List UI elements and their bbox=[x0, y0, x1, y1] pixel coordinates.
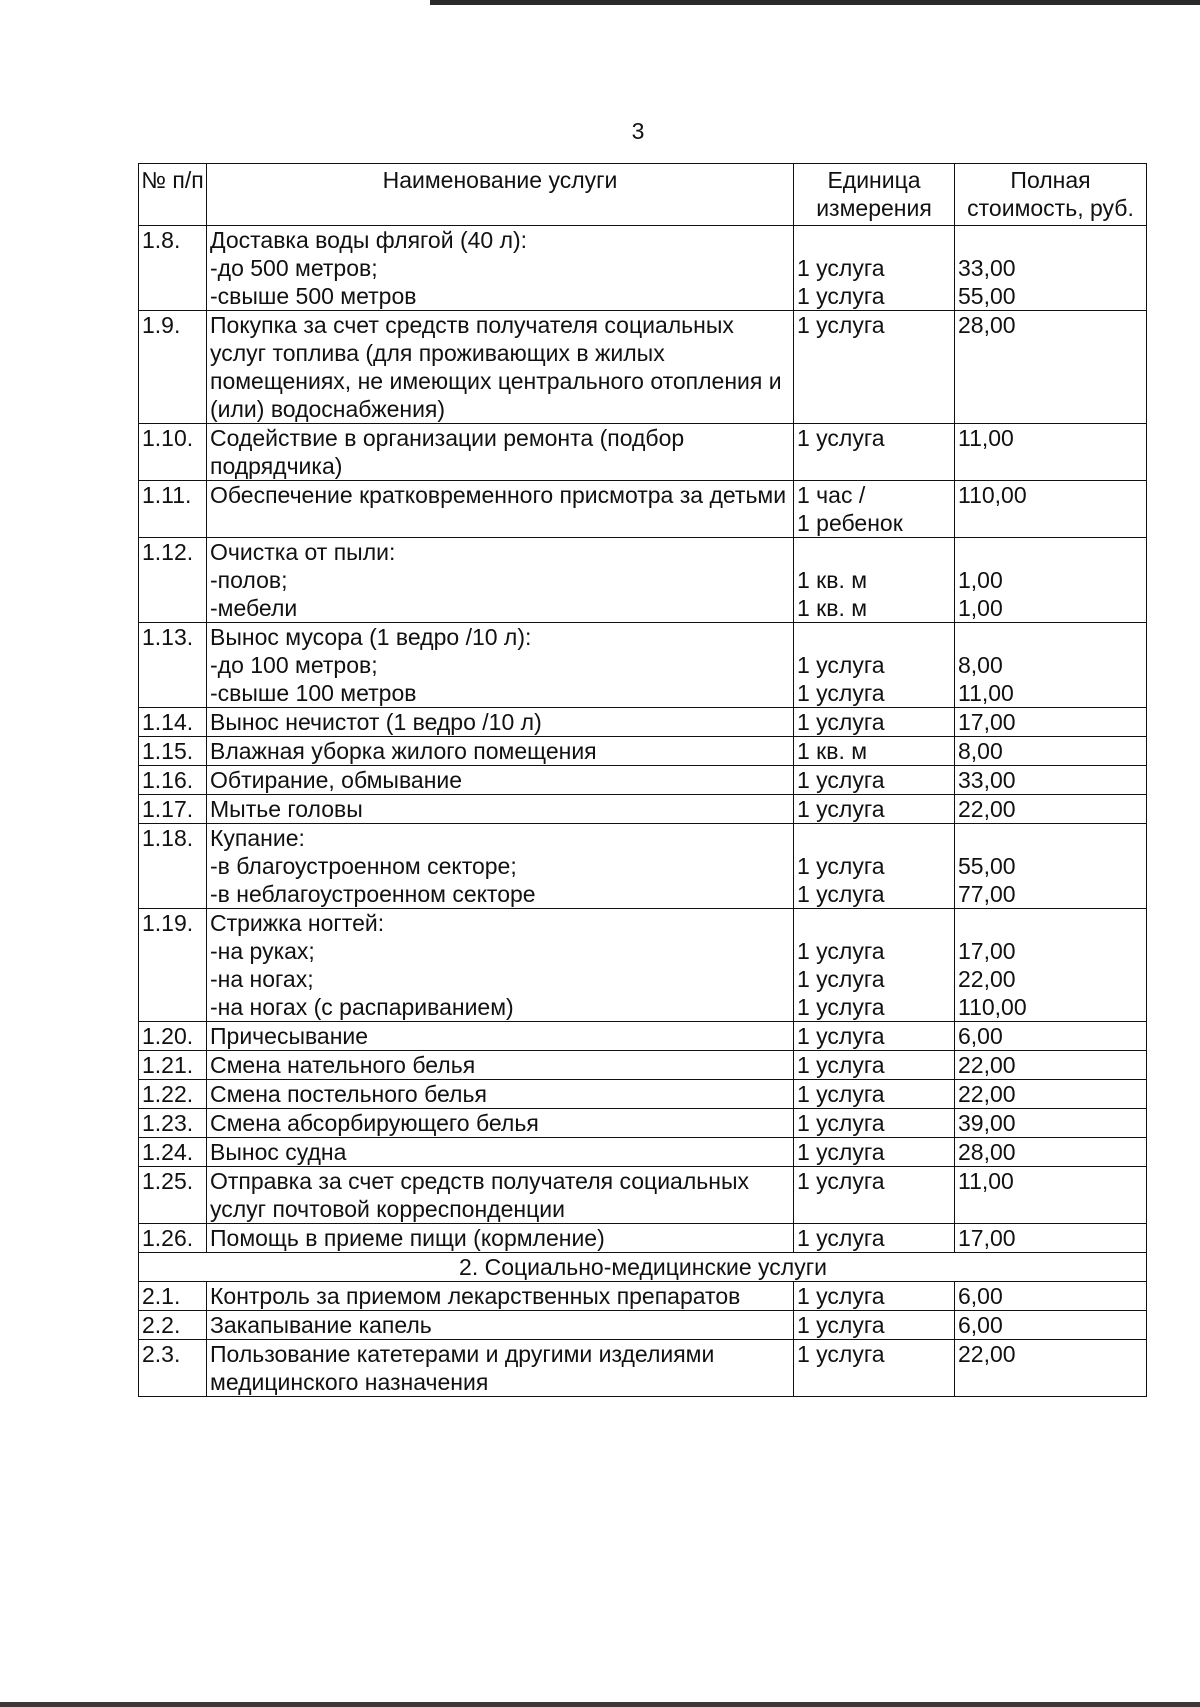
service-cost: 55,00 bbox=[958, 853, 1016, 879]
service-name: -полов; bbox=[210, 567, 288, 593]
service-cost: 17,00 bbox=[958, 709, 1016, 735]
scan-edge-bottom bbox=[0, 1702, 1200, 1707]
service-name-cell bbox=[207, 1224, 794, 1253]
service-unit-cell bbox=[794, 538, 955, 623]
service-cost-cell bbox=[955, 1022, 1147, 1051]
table-row bbox=[139, 1109, 1147, 1138]
table-row bbox=[139, 766, 1147, 795]
service-cost: 22,00 bbox=[958, 1081, 1016, 1107]
service-unit bbox=[797, 538, 952, 566]
service-cost-cell bbox=[955, 1224, 1147, 1253]
service-unit-cell bbox=[794, 1167, 955, 1224]
service-cost: 33,00 bbox=[958, 767, 1016, 793]
header-cost: Полная стоимость, руб. bbox=[955, 164, 1147, 226]
service-unit: 1 услуга bbox=[797, 1341, 885, 1367]
table-row bbox=[139, 1051, 1147, 1080]
service-name: -мебели bbox=[210, 595, 298, 621]
service-number: 1.23. bbox=[139, 1109, 207, 1138]
service-cost-cell bbox=[955, 737, 1147, 766]
table-row bbox=[139, 708, 1147, 737]
service-cost-cell bbox=[955, 424, 1147, 481]
service-name: -до 100 метров; bbox=[210, 652, 378, 678]
service-name: Отправка за счет средств получателя социальных услуг почтовой корреспонденции bbox=[210, 1168, 749, 1222]
service-number: 1.11. bbox=[139, 481, 207, 538]
service-cost-cell bbox=[955, 481, 1147, 538]
service-cost: 110,00 bbox=[958, 482, 1027, 508]
service-cost: 11,00 bbox=[958, 1168, 1014, 1194]
service-cost-cell bbox=[955, 538, 1147, 623]
service-cost-cell bbox=[955, 708, 1147, 737]
service-number: 1.9. bbox=[139, 311, 207, 424]
table-row bbox=[139, 1311, 1147, 1340]
service-name-cell bbox=[207, 824, 794, 909]
service-cost bbox=[958, 909, 1144, 937]
service-unit bbox=[797, 909, 952, 937]
service-number: 1.12. bbox=[139, 538, 207, 623]
service-number: 1.8. bbox=[139, 226, 207, 311]
table-row bbox=[139, 1138, 1147, 1167]
service-unit-cell bbox=[794, 1311, 955, 1340]
service-number: 2.1. bbox=[139, 1282, 207, 1311]
service-unit-cell bbox=[794, 795, 955, 824]
service-unit-cell bbox=[794, 737, 955, 766]
service-name-cell bbox=[207, 766, 794, 795]
service-cost: 33,00 bbox=[958, 255, 1016, 281]
service-name-cell bbox=[207, 311, 794, 424]
table-header-row bbox=[139, 164, 1147, 226]
service-name-cell bbox=[207, 1340, 794, 1397]
table-row bbox=[139, 1167, 1147, 1224]
service-unit-cell bbox=[794, 1224, 955, 1253]
service-cost: 17,00 bbox=[958, 1225, 1016, 1251]
service-name: Содействие в организации ремонта (подбор подрядчика) bbox=[210, 425, 685, 479]
service-name: Смена нательного белья bbox=[210, 1052, 476, 1078]
service-unit: 1 услуга bbox=[797, 1139, 885, 1165]
service-number: 1.17. bbox=[139, 795, 207, 824]
service-name-cell bbox=[207, 226, 794, 311]
service-cost bbox=[958, 538, 1144, 566]
service-name: Причесывание bbox=[210, 1023, 369, 1049]
table-row bbox=[139, 623, 1147, 708]
service-name-cell bbox=[207, 1311, 794, 1340]
service-number: 1.25. bbox=[139, 1167, 207, 1224]
service-unit-cell bbox=[794, 311, 955, 424]
service-unit-cell bbox=[794, 424, 955, 481]
header-unit: Единица измерения bbox=[794, 164, 955, 226]
service-unit-cell bbox=[794, 226, 955, 311]
service-cost-cell bbox=[955, 1167, 1147, 1224]
service-name: Смена постельного белья bbox=[210, 1081, 487, 1107]
scan-edge-top bbox=[430, 0, 1200, 5]
service-unit-cell bbox=[794, 766, 955, 795]
service-name-cell bbox=[207, 1051, 794, 1080]
service-cost-cell bbox=[955, 1138, 1147, 1167]
service-unit-cell bbox=[794, 481, 955, 538]
service-number: 2.3. bbox=[139, 1340, 207, 1397]
service-cost: 1,00 bbox=[958, 595, 1003, 621]
service-cost-cell bbox=[955, 824, 1147, 909]
service-cost bbox=[958, 226, 1144, 254]
service-cost: 6,00 bbox=[958, 1023, 1003, 1049]
service-unit: 1 услуга bbox=[797, 1023, 885, 1049]
service-cost-cell bbox=[955, 1109, 1147, 1138]
service-unit: 1 услуга bbox=[797, 1225, 885, 1251]
service-number: 1.21. bbox=[139, 1051, 207, 1080]
service-number: 1.18. bbox=[139, 824, 207, 909]
service-unit: 1 кв. м bbox=[797, 595, 868, 621]
service-name-cell bbox=[207, 1167, 794, 1224]
service-cost: 22,00 bbox=[958, 1052, 1016, 1078]
service-unit: 1 услуга bbox=[797, 312, 885, 338]
service-cost bbox=[958, 824, 1144, 852]
service-cost: 11,00 bbox=[958, 680, 1014, 706]
service-unit: 1 услуга bbox=[797, 1168, 885, 1194]
service-unit: 1 услуга bbox=[797, 938, 885, 964]
service-name: Доставка воды флягой (40 л): bbox=[210, 227, 528, 253]
service-cost-cell bbox=[955, 1080, 1147, 1109]
service-name-cell bbox=[207, 708, 794, 737]
service-cost-cell bbox=[955, 623, 1147, 708]
service-cost: 39,00 bbox=[958, 1110, 1016, 1136]
service-name-cell bbox=[207, 481, 794, 538]
service-cost: 110,00 bbox=[958, 994, 1027, 1020]
service-name-cell bbox=[207, 795, 794, 824]
service-name: Обтирание, обмывание bbox=[210, 767, 463, 793]
service-unit: 1 услуга bbox=[797, 283, 885, 309]
services-table bbox=[138, 163, 1147, 1397]
table-row bbox=[139, 1022, 1147, 1051]
service-name: Купание: bbox=[210, 825, 305, 851]
service-cost bbox=[958, 623, 1144, 651]
service-name: Вынос нечистот (1 ведро /10 л) bbox=[210, 709, 542, 735]
service-cost-cell bbox=[955, 766, 1147, 795]
service-cost-cell bbox=[955, 1051, 1147, 1080]
service-name-cell bbox=[207, 1080, 794, 1109]
table-row bbox=[139, 538, 1147, 623]
table-row bbox=[139, 795, 1147, 824]
service-unit: 1 час / bbox=[797, 482, 866, 508]
service-unit: 1 услуга bbox=[797, 796, 885, 822]
table-row bbox=[139, 1282, 1147, 1311]
table-row bbox=[139, 1080, 1147, 1109]
service-cost-cell bbox=[955, 909, 1147, 1022]
service-name-cell bbox=[207, 1138, 794, 1167]
service-name-cell bbox=[207, 1022, 794, 1051]
service-unit bbox=[797, 824, 952, 852]
service-unit: 1 услуга bbox=[797, 1110, 885, 1136]
service-name: -на ногах; bbox=[210, 966, 314, 992]
service-cost-cell bbox=[955, 1340, 1147, 1397]
service-name-cell bbox=[207, 909, 794, 1022]
service-number: 1.10. bbox=[139, 424, 207, 481]
service-unit-cell bbox=[794, 1051, 955, 1080]
service-unit: 1 услуга bbox=[797, 425, 885, 451]
service-name: Очистка от пыли: bbox=[210, 539, 396, 565]
service-cost: 8,00 bbox=[958, 738, 1003, 764]
service-cost: 17,00 bbox=[958, 938, 1016, 964]
table-row bbox=[139, 481, 1147, 538]
service-name: -свыше 500 метров bbox=[210, 283, 417, 309]
table-row bbox=[139, 311, 1147, 424]
service-cost: 22,00 bbox=[958, 966, 1016, 992]
service-number: 2.2. bbox=[139, 1311, 207, 1340]
service-name: -в неблагоустроенном секторе bbox=[210, 881, 536, 907]
service-name: Покупка за счет средств получателя социальных услуг топлива (для проживающих в жилых помещениях, не имеющих центрального отопления и (или) водоснабжения) bbox=[210, 312, 782, 422]
service-unit: 1 услуга bbox=[797, 767, 885, 793]
service-number: 1.14. bbox=[139, 708, 207, 737]
service-name: -до 500 метров; bbox=[210, 255, 378, 281]
table-row bbox=[139, 909, 1147, 1022]
service-cost-cell bbox=[955, 311, 1147, 424]
service-number: 1.24. bbox=[139, 1138, 207, 1167]
service-unit-cell bbox=[794, 708, 955, 737]
service-name-cell bbox=[207, 737, 794, 766]
service-unit: 1 услуга bbox=[797, 680, 885, 706]
service-unit: 1 кв. м bbox=[797, 567, 868, 593]
service-unit-cell bbox=[794, 909, 955, 1022]
header-name: Наименование услуги bbox=[207, 164, 794, 226]
service-unit: 1 услуга bbox=[797, 1283, 885, 1309]
service-name: -свыше 100 метров bbox=[210, 680, 417, 706]
service-unit-cell bbox=[794, 1080, 955, 1109]
service-cost: 28,00 bbox=[958, 312, 1016, 338]
service-number: 1.15. bbox=[139, 737, 207, 766]
service-cost: 22,00 bbox=[958, 796, 1016, 822]
service-unit: 1 ребенок bbox=[797, 510, 903, 536]
service-name: Влажная уборка жилого помещения bbox=[210, 738, 597, 764]
service-name: Пользование катетерами и другими изделиями медицинского назначения bbox=[210, 1341, 715, 1395]
service-number: 1.22. bbox=[139, 1080, 207, 1109]
section-title: 2. Социально-медицинские услуги bbox=[139, 1253, 1147, 1282]
service-name: Вынос мусора (1 ведро /10 л): bbox=[210, 624, 532, 650]
table-body bbox=[139, 226, 1147, 1397]
service-cost: 6,00 bbox=[958, 1283, 1003, 1309]
service-name-cell bbox=[207, 623, 794, 708]
service-unit: 1 кв. м bbox=[797, 738, 868, 764]
table-row bbox=[139, 424, 1147, 481]
service-number: 1.26. bbox=[139, 1224, 207, 1253]
service-unit-cell bbox=[794, 1282, 955, 1311]
table-row bbox=[139, 226, 1147, 311]
service-number: 1.13. bbox=[139, 623, 207, 708]
service-unit: 1 услуга bbox=[797, 652, 885, 678]
service-name-cell bbox=[207, 538, 794, 623]
service-cost: 28,00 bbox=[958, 1139, 1016, 1165]
service-name: -в благоустроенном секторе; bbox=[210, 853, 517, 879]
service-cost: 1,00 bbox=[958, 567, 1003, 593]
table-row bbox=[139, 737, 1147, 766]
service-name-cell bbox=[207, 1282, 794, 1311]
service-name-cell bbox=[207, 1109, 794, 1138]
service-unit-cell bbox=[794, 824, 955, 909]
service-name: Помощь в приеме пищи (кормление) bbox=[210, 1225, 605, 1251]
service-unit-cell bbox=[794, 1138, 955, 1167]
table-row bbox=[139, 824, 1147, 909]
page-number: 3 bbox=[631, 118, 645, 144]
service-cost: 55,00 bbox=[958, 283, 1016, 309]
service-cost-cell bbox=[955, 1282, 1147, 1311]
service-cost-cell bbox=[955, 226, 1147, 311]
service-unit bbox=[797, 623, 952, 651]
service-number: 1.16. bbox=[139, 766, 207, 795]
service-unit bbox=[797, 226, 952, 254]
section-row bbox=[139, 1253, 1147, 1282]
service-name: Вынос судна bbox=[210, 1139, 347, 1165]
service-cost: 8,00 bbox=[958, 652, 1003, 678]
service-name: Закапывание капель bbox=[210, 1312, 432, 1338]
service-name-cell bbox=[207, 424, 794, 481]
service-name: Стрижка ногтей: bbox=[210, 910, 385, 936]
service-cost: 11,00 bbox=[958, 425, 1014, 451]
service-cost: 6,00 bbox=[958, 1312, 1003, 1338]
service-unit: 1 услуга bbox=[797, 966, 885, 992]
service-name: Мытье головы bbox=[210, 796, 363, 822]
service-unit: 1 услуга bbox=[797, 881, 885, 907]
table-row bbox=[139, 1224, 1147, 1253]
service-cost-cell bbox=[955, 795, 1147, 824]
header-num: № п/п bbox=[139, 164, 207, 226]
service-name: Смена абсорбирующего белья bbox=[210, 1110, 539, 1136]
service-name: -на руках; bbox=[210, 938, 315, 964]
service-unit-cell bbox=[794, 623, 955, 708]
service-cost: 77,00 bbox=[958, 881, 1016, 907]
service-unit: 1 услуга bbox=[797, 853, 885, 879]
service-name: Обеспечение кратковременного присмотра за детьми bbox=[210, 482, 787, 508]
service-cost: 22,00 bbox=[958, 1341, 1016, 1367]
service-name: Контроль за приемом лекарственных препаратов bbox=[210, 1283, 741, 1309]
service-unit: 1 услуга bbox=[797, 1081, 885, 1107]
table-row bbox=[139, 1340, 1147, 1397]
service-unit: 1 услуга bbox=[797, 255, 885, 281]
service-unit: 1 услуга bbox=[797, 709, 885, 735]
service-unit: 1 услуга bbox=[797, 994, 885, 1020]
service-unit: 1 услуга bbox=[797, 1052, 885, 1078]
service-unit-cell bbox=[794, 1109, 955, 1138]
service-cost-cell bbox=[955, 1311, 1147, 1340]
service-unit-cell bbox=[794, 1022, 955, 1051]
service-unit: 1 услуга bbox=[797, 1312, 885, 1338]
service-number: 1.19. bbox=[139, 909, 207, 1022]
service-name: -на ногах (с распариванием) bbox=[210, 994, 514, 1020]
service-unit-cell bbox=[794, 1340, 955, 1397]
service-number: 1.20. bbox=[139, 1022, 207, 1051]
